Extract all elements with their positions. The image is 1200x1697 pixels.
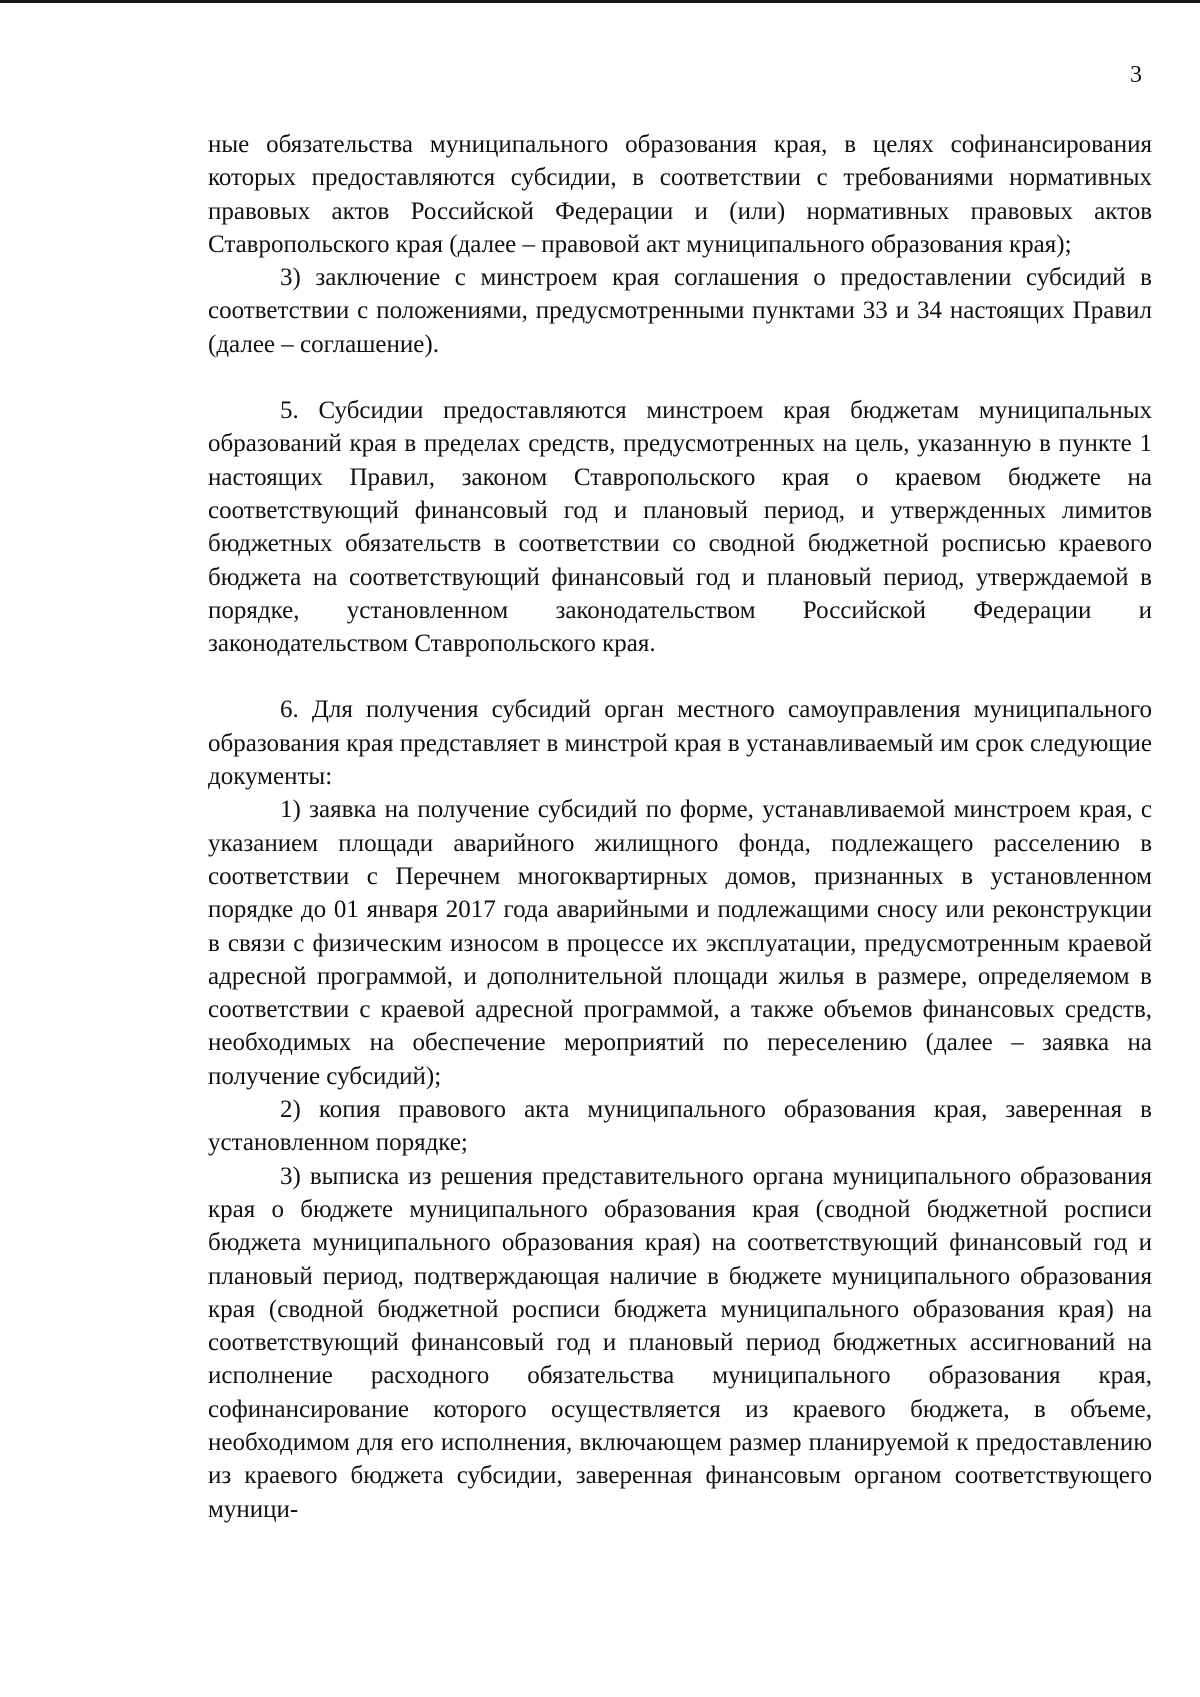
paragraph-continuation: ные обязательства муниципального образования края, в целях софинансирования которых предоставляются субсидии, в соответствии с требованиями нормативных правовых актов Российской Федерации и (или) нормативных правовых актов Ставропольского края (далее – правовой акт муниципального образования края); (208, 131, 1152, 258)
paragraph-item-3-budget-extract: 3) выписка из решения представительного органа муниципального образования края о бюджете муниципального образования края (сводной бюджетной росписи бюджета муниципального образования края) на соответствующий финансовый год и плановый период, подтверждающая наличие в бюджете муниципального образования края (сводной бюджетной росписи бюджета муниципального образования края) на соответствующий финансовый год и плановый период бюджетных ассигнований на исполнение расходного обязательства муниципального образования края, софинансирование которого осуществляется из краевого бюджета, в объеме, необходимом для его исполнения, включающем размер планируемой к предоставлению из краевого бюджета субсидии, заверенная финансовым органом соответствующего муници- (208, 1162, 1152, 1523)
document-body (208, 128, 1152, 1526)
page-number: 3 (1130, 62, 1142, 88)
paragraph-item-2-legal-act-copy: 2) копия правового акта муниципального образования края, заверенная в установленном порядке; (208, 1096, 1152, 1157)
top-edge-rule (0, 0, 1200, 3)
paragraph-section-6: 6. Для получения субсидий орган местного самоуправления муниципального образования края представляет в минстрой края в устанавливаемый им срок следующие документы: (208, 696, 1152, 791)
paragraph-item-3-agreement: 3) заключение с минстроем края соглашения о предоставлении субсидий в соответствии с положениями, предусмотренными пунктами 33 и 34 настоящих Правил (далее – соглашение). (208, 264, 1152, 358)
paragraph-item-1-application: 1) заявка на получение субсидий по форме, устанавливаемой минстроем края, с указанием площади аварийного жилищного фонда, подлежащего расселению в соответствии с Перечнем многоквартирных домов, признанных в установленном порядке до 01 января 2017 года аварийными и подлежащими сносу или реконструкции в связи с физическим износом в процессе их эксплуатации, предусмотренным краевой адресной программой, и дополнительной площади жилья в размере, определяемом в соответствии с краевой адресной программой, а также объемов финансовых средств, необходимых на обеспечение мероприятий по переселению (далее – заявка на получение субсидий); (208, 796, 1152, 1090)
paragraph-section-5: 5. Субсидии предоставляются минстроем края бюджетам муниципальных образований края в пределах средств, предусмотренных на цель, указанную в пункте 1 настоящих Правил, законом Ставропольского края о краевом бюджете на соответствующий финансовый год и плановый период, и утвержденных лимитов бюджетных обязательств в соответствии со сводной бюджетной росписью краевого бюджета на соответствующий финансовый год и плановый период, утверждаемой в порядке, установленном законодательством Российской Федерации и законодательством Ставропольского края. (208, 397, 1152, 658)
